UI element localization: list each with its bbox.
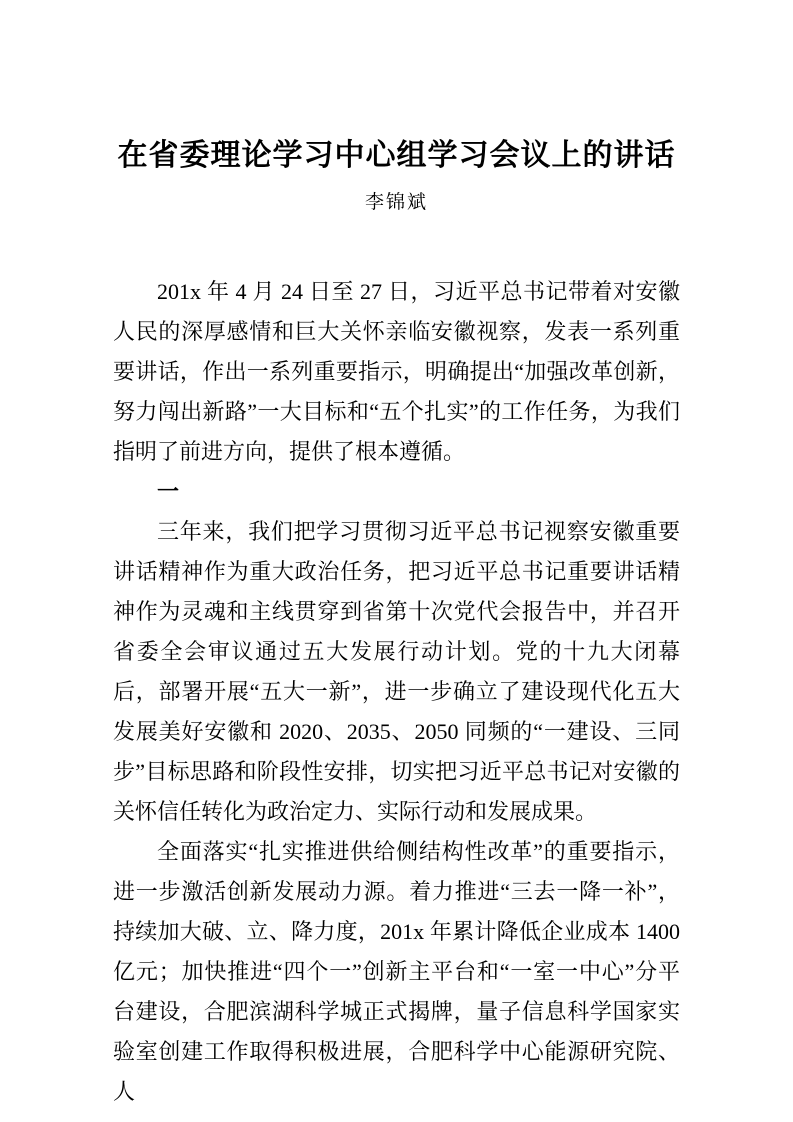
paragraph: 201x 年 4 月 24 日至 27 日，习近平总书记带着对安徽人民的深厚感情和巨大关怀亲临安徽视察，发表一系列重要讲话，作出一系列重要指示，明确提出“加强改革创新，努力闯出新路”一大目标和“五个扎实”的工作任务，为我们指明了前进方向，提供了根本遵循。 bbox=[113, 279, 680, 464]
section-heading-one: 一 bbox=[157, 479, 180, 504]
paragraph: 全面落实“扎实推进供给侧结构性改革”的重要指示，进一步激活创新发展动力源。着力推进“三去一降一补”，持续加大破、立、降力度，201x 年累计降低企业成本 1400 亿元；加快推进“四个一”创新主平台和“一室一中心”分平台建设，合肥滨湖科学城正式揭牌，量子信息科学国家实验室创建工作取得积极进展，合肥科学中心能源研究院、人 bbox=[113, 839, 680, 1104]
document-author: 李锦斌 bbox=[364, 192, 428, 213]
paragraph: 三年来，我们把学习贯彻习近平总书记视察安徽重要讲话精神作为重大政治任务，把习近平总书记重要讲话精神作为灵魂和主线贯穿到省第十次党代会报告中，并召开省委全会审议通过五大发展行动计划。党的十九大闭幕后，部署开展“五大一新”，进一步确立了建设现代化五大发展美好安徽和 2020、2035、2050 同频的“一建设、三同步”目标思路和阶段性安排，切实把习近平总书记对安徽的关怀信任转化为政治定力、实际行动和发展成果。 bbox=[113, 519, 680, 824]
document-title: 在省委理论学习中心组学习会议上的讲话 bbox=[117, 139, 676, 172]
document-body bbox=[113, 272, 680, 1112]
